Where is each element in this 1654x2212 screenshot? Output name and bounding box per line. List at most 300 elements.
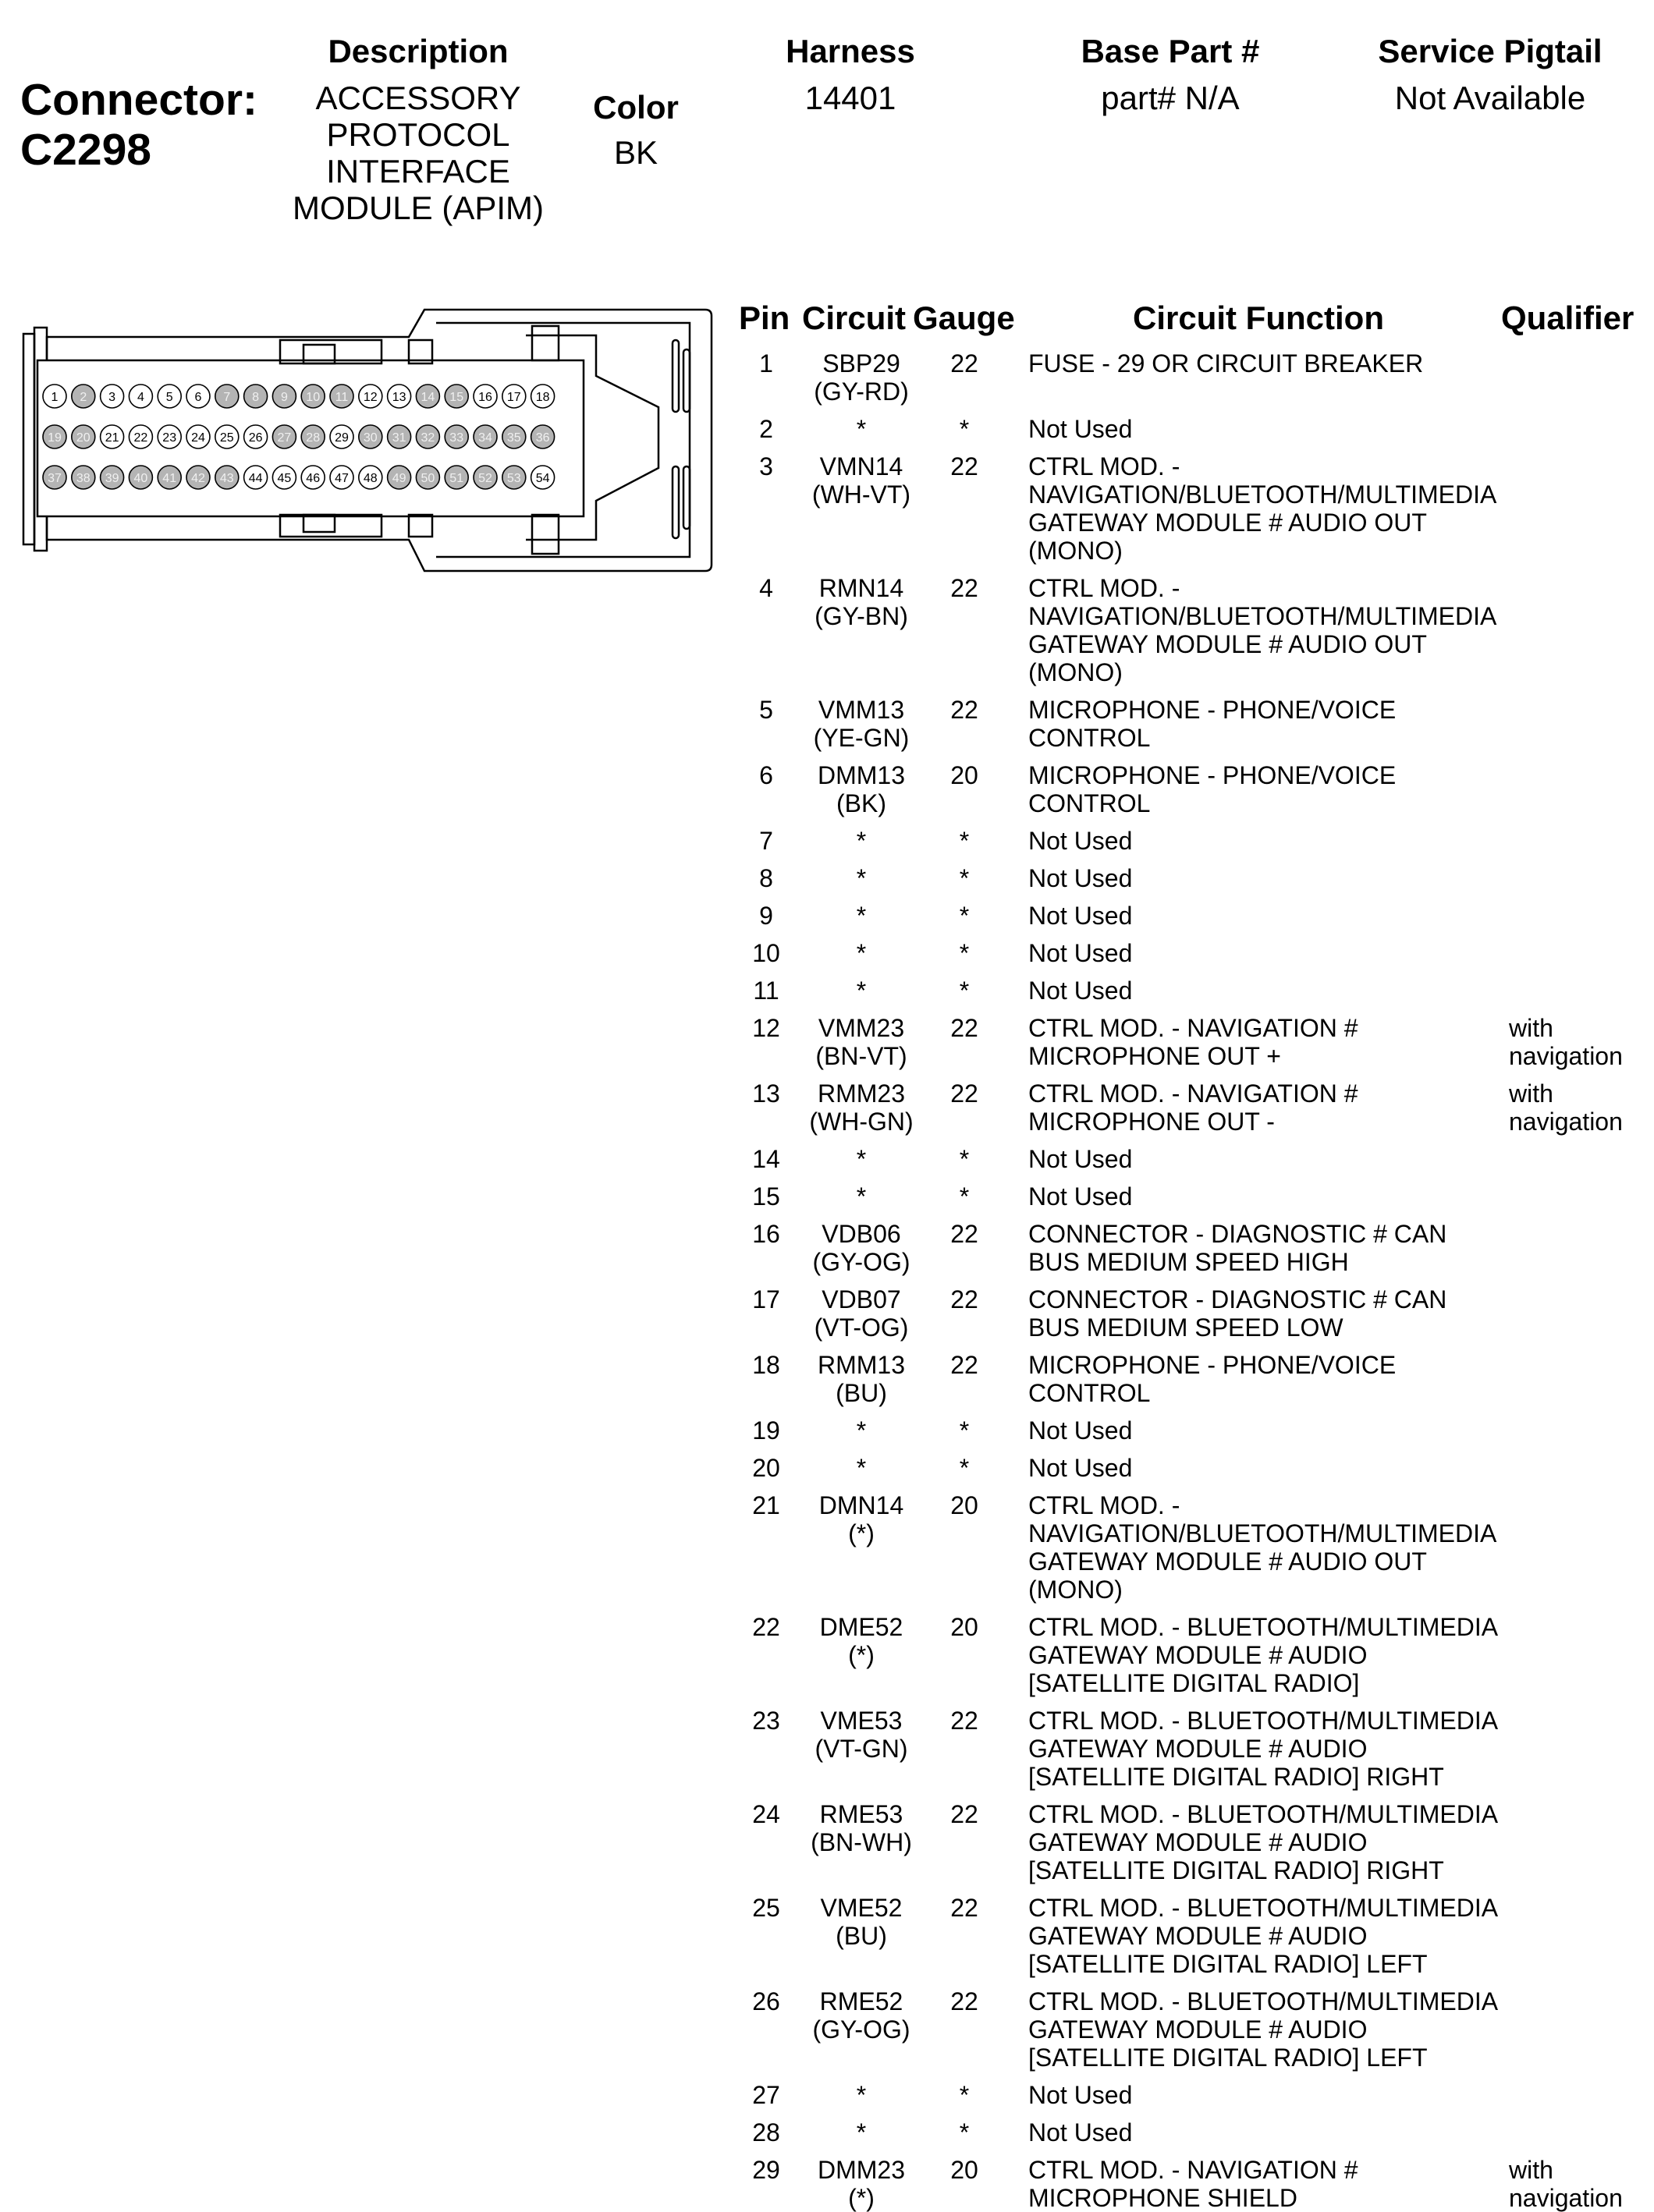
pin-cavity-number: 46 xyxy=(306,472,321,485)
pin-number: 9 xyxy=(759,902,773,930)
circuit-line: * xyxy=(856,1145,867,1173)
circuit-line: SBP29 xyxy=(822,349,900,378)
circuit-function xyxy=(1028,977,1528,1005)
circuit xyxy=(783,1454,939,1482)
circuit-function xyxy=(1028,761,1528,817)
pin-cavity-number: 48 xyxy=(363,472,378,485)
pin-cavity-number: 54 xyxy=(535,472,550,485)
circuit-function-line: Not Used xyxy=(1028,1182,1133,1211)
circuit xyxy=(783,1707,939,1763)
pin-cavity-number: 26 xyxy=(248,431,263,445)
wire-gauge: * xyxy=(959,2118,970,2146)
connector-face-diagram xyxy=(19,306,713,579)
circuit-function-line: BUS MEDIUM SPEED HIGH xyxy=(1028,1248,1349,1276)
circuit-line: (BN-VT) xyxy=(815,1042,907,1070)
connector-id: C2298 xyxy=(20,125,151,175)
circuit-function-line: CONTROL xyxy=(1028,724,1151,752)
circuit xyxy=(783,1351,939,1407)
circuit-line: VMM13 xyxy=(818,696,905,724)
circuit-function-line: GATEWAY MODULE # AUDIO OUT xyxy=(1028,509,1427,537)
circuit-function-line: Not Used xyxy=(1028,1145,1133,1173)
circuit-function xyxy=(1028,2118,1528,2146)
circuit-function-line: CTRL MOD. - NAVIGATION # xyxy=(1028,2156,1358,2184)
circuit xyxy=(783,574,939,630)
pin-cavity-number: 40 xyxy=(133,472,148,485)
base-part-label: Base Part # xyxy=(1081,33,1260,69)
circuit-line: * xyxy=(856,1416,867,1445)
circuit-function-line: Not Used xyxy=(1028,2081,1133,2109)
pin-number: 1 xyxy=(759,349,773,378)
circuit-function xyxy=(1028,1800,1528,1884)
circuit-function xyxy=(1028,864,1528,892)
connector-title xyxy=(20,75,257,175)
wire-gauge: * xyxy=(959,415,970,443)
circuit-line: RMN14 xyxy=(818,574,904,602)
pin-cavity-number: 53 xyxy=(506,472,521,485)
wire-gauge: * xyxy=(959,1145,970,1173)
pin-number: 7 xyxy=(759,827,773,855)
circuit-line: * xyxy=(856,864,867,892)
pin-cavity-number: 32 xyxy=(421,431,435,445)
pin-number: 10 xyxy=(752,939,780,967)
circuit-line: (GY-BN) xyxy=(815,602,908,630)
circuit-function xyxy=(1028,1220,1528,1276)
circuit-function-line: CTRL MOD. - BLUETOOTH/MULTIMEDIA xyxy=(1028,1987,1499,2015)
color-value: BK xyxy=(613,134,658,171)
circuit xyxy=(783,452,939,509)
circuit xyxy=(783,1800,939,1856)
circuit-line: * xyxy=(856,977,867,1005)
circuit xyxy=(783,1894,939,1950)
color-label: Color xyxy=(593,89,679,126)
pin-cavity-number: 16 xyxy=(478,391,492,404)
harness-value: 14401 xyxy=(804,80,896,116)
service-pigtail-value: Not Available xyxy=(1394,80,1586,116)
qualifier-line: navigation xyxy=(1509,2184,1623,2212)
qualifier-line: with xyxy=(1509,2156,1553,2184)
circuit-function xyxy=(1028,1182,1528,1211)
circuit-line: (YE-GN) xyxy=(813,724,910,752)
pin-cavity-number: 17 xyxy=(506,391,521,404)
circuit-line: * xyxy=(856,902,867,930)
pin-cavity-number: 45 xyxy=(277,472,292,485)
circuit-function-line: CONNECTOR - DIAGNOSTIC # CAN xyxy=(1028,1220,1447,1248)
circuit-line: * xyxy=(856,827,867,855)
description-line: PROTOCOL xyxy=(326,116,510,153)
circuit xyxy=(783,977,939,1005)
circuit-function xyxy=(1028,939,1528,967)
circuit-function xyxy=(1028,2156,1528,2212)
circuit-function-line: GATEWAY MODULE # AUDIO xyxy=(1028,1922,1368,1950)
circuit-function-line: CTRL MOD. - NAVIGATION # xyxy=(1028,1079,1358,1108)
circuit-function-line: (MONO) xyxy=(1028,658,1123,686)
circuit-function-line: [SATELLITE DIGITAL RADIO] LEFT xyxy=(1028,1950,1428,1978)
wire-gauge: 22 xyxy=(950,1079,978,1108)
wire-gauge: 20 xyxy=(950,2156,978,2184)
pin-number: 24 xyxy=(752,1800,780,1828)
circuit-line: (WH-GN) xyxy=(809,1108,914,1136)
circuit-function-line: CTRL MOD. - BLUETOOTH/MULTIMEDIA xyxy=(1028,1894,1499,1922)
circuit xyxy=(783,1613,939,1669)
pin-number: 11 xyxy=(753,977,779,1005)
circuit-function-line: MICROPHONE - PHONE/VOICE xyxy=(1028,1351,1397,1379)
pin-cavity-number: 50 xyxy=(421,472,435,485)
wire-gauge: * xyxy=(959,977,970,1005)
pin-cavity-number: 11 xyxy=(335,391,349,404)
pin-cavity-number: 39 xyxy=(105,472,119,485)
circuit-function-line: [SATELLITE DIGITAL RADIO] RIGHT xyxy=(1028,1856,1444,1884)
circuit-function-line: CTRL MOD. - BLUETOOTH/MULTIMEDIA xyxy=(1028,1800,1499,1828)
pin-number: 17 xyxy=(752,1285,780,1313)
circuit-function-line: Not Used xyxy=(1028,977,1133,1005)
pin-cavity-number: 1 xyxy=(51,391,59,404)
wire-gauge: 22 xyxy=(950,452,978,480)
pin-cavity-number: 4 xyxy=(137,391,144,404)
wire-gauge: 22 xyxy=(950,1800,978,1828)
pin-cavity-number: 52 xyxy=(478,472,492,485)
circuit xyxy=(783,864,939,892)
circuit xyxy=(783,2156,939,2212)
pin-cavity-number: 24 xyxy=(191,431,205,445)
circuit-line: RME52 xyxy=(819,1987,903,2015)
circuit-function xyxy=(1028,1894,1528,1978)
pin-cavity-number: 37 xyxy=(48,472,62,485)
pin-cavity-number: 36 xyxy=(535,431,550,445)
circuit-function-line: CONTROL xyxy=(1028,789,1151,817)
circuit-line: * xyxy=(856,415,867,443)
pin-number: 27 xyxy=(752,2081,780,2109)
service-pigtail-label: Service Pigtail xyxy=(1378,33,1603,69)
circuit-line: DME52 xyxy=(819,1613,903,1641)
qualifier-line: with xyxy=(1509,1079,1553,1108)
circuit-function-line: (MONO) xyxy=(1028,537,1123,565)
pin-cavity-number: 3 xyxy=(108,391,116,404)
circuit-function-line: CTRL MOD. - xyxy=(1028,574,1180,602)
pin-cavity-number: 51 xyxy=(449,472,464,485)
base-part-value: part# N/A xyxy=(1101,80,1240,116)
connector-label: Connector: xyxy=(20,75,257,125)
wire-gauge: 20 xyxy=(950,761,978,789)
circuit-function xyxy=(1028,827,1528,855)
pin-number: 16 xyxy=(752,1220,780,1248)
pin-cavity-number: 42 xyxy=(191,472,205,485)
circuit-function-line: Not Used xyxy=(1028,864,1133,892)
circuit-function-line: MICROPHONE - PHONE/VOICE xyxy=(1028,696,1397,724)
circuit-line: (GY-OG) xyxy=(812,1248,910,1276)
circuit xyxy=(783,415,939,443)
circuit-function xyxy=(1028,1416,1528,1445)
circuit-function-line: [SATELLITE DIGITAL RADIO] LEFT xyxy=(1028,2044,1428,2072)
wire-gauge: * xyxy=(959,1182,970,1211)
circuit-function-line: CTRL MOD. - NAVIGATION # xyxy=(1028,1014,1358,1042)
pin-number: 12 xyxy=(752,1014,780,1042)
pin-number: 20 xyxy=(752,1454,780,1482)
circuit-line: DMM23 xyxy=(817,2156,905,2184)
circuit-function-line: GATEWAY MODULE # AUDIO OUT xyxy=(1028,630,1427,658)
wire-gauge: 22 xyxy=(950,1987,978,2015)
wire-gauge: 22 xyxy=(950,696,978,724)
wire-gauge: * xyxy=(959,939,970,967)
circuit-function xyxy=(1028,1079,1528,1136)
pin-number: 15 xyxy=(752,1182,780,1211)
wire-gauge: * xyxy=(959,1454,970,1482)
circuit xyxy=(783,1220,939,1276)
circuit-function xyxy=(1028,1491,1528,1604)
circuit-line: VDB07 xyxy=(822,1285,901,1313)
pin-cavity-number: 44 xyxy=(248,472,263,485)
circuit-line: (*) xyxy=(848,2184,875,2212)
circuit-line: VMN14 xyxy=(819,452,903,480)
pin-number: 26 xyxy=(752,1987,780,2015)
pin-number: 2 xyxy=(759,415,773,443)
circuit-line: VME53 xyxy=(820,1707,903,1735)
wire-gauge: * xyxy=(959,2081,970,2109)
pin-cavity-number: 6 xyxy=(194,391,202,404)
pin-cavity-number: 41 xyxy=(162,472,177,485)
circuit-function xyxy=(1028,452,1528,565)
circuit-function-line: [SATELLITE DIGITAL RADIO] RIGHT xyxy=(1028,1763,1444,1791)
circuit xyxy=(783,902,939,930)
pin-number: 28 xyxy=(752,2118,780,2146)
circuit-line: DMM13 xyxy=(817,761,905,789)
wire-gauge: * xyxy=(959,827,970,855)
circuit-line: * xyxy=(856,2081,867,2109)
description-value xyxy=(270,80,566,226)
circuit-function-line: Not Used xyxy=(1028,415,1133,443)
description-line: INTERFACE xyxy=(326,153,510,190)
description-line: ACCESSORY xyxy=(315,80,521,116)
pin-number: 6 xyxy=(759,761,773,789)
circuit-function-line: GATEWAY MODULE # AUDIO xyxy=(1028,2015,1368,2044)
qualifier xyxy=(1509,1079,1654,1136)
pin-cavity-number: 8 xyxy=(252,391,260,404)
description-label: Description xyxy=(328,33,509,69)
pin-number: 25 xyxy=(752,1894,780,1922)
circuit xyxy=(783,696,939,752)
pin-number: 4 xyxy=(759,574,773,602)
pin-cavity-number: 23 xyxy=(162,431,177,445)
wire-gauge: 22 xyxy=(950,1014,978,1042)
qualifier-line: with xyxy=(1509,1014,1553,1042)
circuit-line: VME52 xyxy=(820,1894,903,1922)
pin-cavity-number: 12 xyxy=(363,391,378,404)
wire-gauge: * xyxy=(959,1416,970,1445)
pin-cavity-number: 10 xyxy=(306,391,321,404)
pin-cavity-number: 33 xyxy=(449,431,464,445)
wire-gauge: 22 xyxy=(950,1285,978,1313)
circuit-function-line: MICROPHONE - PHONE/VOICE xyxy=(1028,761,1397,789)
pin-cavity-number: 43 xyxy=(219,472,234,485)
pin-number: 21 xyxy=(752,1491,780,1519)
header-qualifier: Qualifier xyxy=(1501,300,1634,336)
circuit-function-line: CONTROL xyxy=(1028,1379,1151,1407)
circuit-line: (BN-WH) xyxy=(811,1828,912,1856)
circuit-function xyxy=(1028,1454,1528,1482)
pin-cavity-number: 22 xyxy=(133,431,148,445)
circuit-line: (*) xyxy=(848,1519,875,1547)
circuit-line: * xyxy=(856,1182,867,1211)
pin-cavity-number: 18 xyxy=(535,391,550,404)
pin-cavity-number: 15 xyxy=(449,391,464,404)
pin-cavity-number: 20 xyxy=(76,431,91,445)
pin-cavity-number: 5 xyxy=(165,391,173,404)
circuit-function-line: MICROPHONE SHIELD xyxy=(1028,2184,1297,2212)
circuit-line: DMN14 xyxy=(818,1491,904,1519)
pin-cavity-number: 27 xyxy=(277,431,292,445)
circuit-function-line: GATEWAY MODULE # AUDIO OUT xyxy=(1028,1547,1427,1576)
wire-gauge: 22 xyxy=(950,1351,978,1379)
pin-cavity-number: 34 xyxy=(478,431,492,445)
pin-cavity-number: 7 xyxy=(223,391,231,404)
circuit-function xyxy=(1028,1987,1528,2072)
header-gauge: Gauge xyxy=(913,300,1015,336)
pin-number: 8 xyxy=(759,864,773,892)
qualifier-line: navigation xyxy=(1509,1108,1623,1136)
wire-gauge: * xyxy=(959,864,970,892)
circuit-line: (VT-GN) xyxy=(815,1735,908,1763)
circuit-function-line: Not Used xyxy=(1028,939,1133,967)
header-pin: Pin xyxy=(739,300,790,336)
pin-cavity-number: 19 xyxy=(48,431,62,445)
circuit xyxy=(783,761,939,817)
circuit-line: VMM23 xyxy=(818,1014,905,1042)
circuit-function xyxy=(1028,1613,1528,1697)
circuit-function-line: NAVIGATION/BLUETOOTH/MULTIMEDIA xyxy=(1028,480,1497,509)
circuit xyxy=(783,349,939,406)
circuit-function-line: BUS MEDIUM SPEED LOW xyxy=(1028,1313,1343,1342)
circuit-function-line: CONNECTOR - DIAGNOSTIC # CAN xyxy=(1028,1285,1447,1313)
circuit-function-line: [SATELLITE DIGITAL RADIO] xyxy=(1028,1669,1360,1697)
circuit-function-line: (MONO) xyxy=(1028,1576,1123,1604)
pin-cavity-number: 35 xyxy=(506,431,521,445)
wire-gauge: 22 xyxy=(950,1894,978,1922)
circuit-function xyxy=(1028,1707,1528,1791)
circuit xyxy=(783,1182,939,1211)
pin-cavity-number: 13 xyxy=(392,391,406,404)
circuit xyxy=(783,1416,939,1445)
circuit-function-line: GATEWAY MODULE # AUDIO xyxy=(1028,1828,1368,1856)
circuit xyxy=(783,2118,939,2146)
circuit-function xyxy=(1028,1351,1528,1407)
circuit-line: (WH-VT) xyxy=(811,480,911,509)
circuit-function-line: CTRL MOD. - xyxy=(1028,1491,1180,1519)
pin-cavity-number: 21 xyxy=(105,431,119,445)
circuit-function-line: CTRL MOD. - BLUETOOTH/MULTIMEDIA xyxy=(1028,1613,1499,1641)
pin-cavity-number: 49 xyxy=(392,472,406,485)
circuit xyxy=(783,1491,939,1547)
circuit-function-line: MICROPHONE OUT + xyxy=(1028,1042,1281,1070)
circuit-function xyxy=(1028,1145,1528,1173)
wire-gauge: 22 xyxy=(950,349,978,378)
circuit-line: (GY-RD) xyxy=(814,378,909,406)
circuit xyxy=(783,1987,939,2044)
pin-number: 18 xyxy=(752,1351,780,1379)
wire-gauge: 20 xyxy=(950,1491,978,1519)
circuit-function-line: MICROPHONE OUT - xyxy=(1028,1108,1275,1136)
circuit-line: (BU) xyxy=(836,1379,887,1407)
circuit-line: * xyxy=(856,2118,867,2146)
pin-number: 5 xyxy=(759,696,773,724)
circuit xyxy=(783,827,939,855)
circuit-function-line: Not Used xyxy=(1028,1454,1133,1482)
circuit-line: (BK) xyxy=(836,789,886,817)
circuit xyxy=(783,1014,939,1070)
circuit-function-line: CTRL MOD. - xyxy=(1028,452,1180,480)
circuit-line: VDB06 xyxy=(822,1220,901,1248)
circuit-function xyxy=(1028,1014,1528,1070)
circuit-function-line: NAVIGATION/BLUETOOTH/MULTIMEDIA xyxy=(1028,1519,1497,1547)
pin-number: 22 xyxy=(752,1613,780,1641)
circuit-function-line: FUSE - 29 OR CIRCUIT BREAKER xyxy=(1028,349,1424,378)
pin-cavity-number: 14 xyxy=(421,391,435,404)
pin-cavity-number: 2 xyxy=(80,391,87,404)
circuit-function xyxy=(1028,902,1528,930)
pin-cavity-number: 47 xyxy=(335,472,349,485)
header-circuit-function: Circuit Function xyxy=(1133,300,1384,336)
pin-cavity-number: 30 xyxy=(363,431,378,445)
pin-number: 19 xyxy=(752,1416,780,1445)
pin-cavity-number: 29 xyxy=(335,431,349,445)
circuit-function xyxy=(1028,349,1528,378)
circuit xyxy=(783,1285,939,1342)
description-line: MODULE (APIM) xyxy=(292,190,544,226)
header-circuit: Circuit xyxy=(802,300,907,336)
pin-cavity-number: 31 xyxy=(392,431,406,445)
wire-gauge: 20 xyxy=(950,1613,978,1641)
circuit xyxy=(783,2081,939,2109)
pin-number: 23 xyxy=(752,1707,780,1735)
circuit xyxy=(783,939,939,967)
circuit-function-line: GATEWAY MODULE # AUDIO xyxy=(1028,1735,1368,1763)
circuit-function-line: Not Used xyxy=(1028,827,1133,855)
wire-gauge: * xyxy=(959,902,970,930)
circuit-function-line: GATEWAY MODULE # AUDIO xyxy=(1028,1641,1368,1669)
circuit-function-line: CTRL MOD. - BLUETOOTH/MULTIMEDIA xyxy=(1028,1707,1499,1735)
qualifier xyxy=(1509,2156,1654,2212)
circuit-function xyxy=(1028,696,1528,752)
qualifier-line: navigation xyxy=(1509,1042,1623,1070)
harness-label: Harness xyxy=(786,33,915,69)
pin-cavity-number: 9 xyxy=(280,391,288,404)
circuit-line: (VT-OG) xyxy=(814,1313,909,1342)
circuit-function-line: Not Used xyxy=(1028,2118,1133,2146)
circuit-function xyxy=(1028,1285,1528,1342)
pin-cavity-number: 28 xyxy=(306,431,321,445)
circuit-line: * xyxy=(856,939,867,967)
wire-gauge: 22 xyxy=(950,574,978,602)
circuit-line: RMM23 xyxy=(817,1079,905,1108)
pin-cavity-number: 38 xyxy=(76,472,91,485)
wire-gauge: 22 xyxy=(950,1220,978,1248)
circuit-line: RME53 xyxy=(819,1800,903,1828)
circuit-function xyxy=(1028,415,1528,443)
circuit-line: RMM13 xyxy=(817,1351,905,1379)
circuit-line: * xyxy=(856,1454,867,1482)
qualifier xyxy=(1509,1014,1654,1070)
wire-gauge: 22 xyxy=(950,1707,978,1735)
circuit-line: (*) xyxy=(848,1641,875,1669)
circuit-function-line: Not Used xyxy=(1028,902,1133,930)
pin-number: 3 xyxy=(759,452,773,480)
circuit-function-line: Not Used xyxy=(1028,1416,1133,1445)
circuit-function xyxy=(1028,574,1528,686)
pin-number: 29 xyxy=(752,2156,780,2184)
pin-number: 14 xyxy=(752,1145,780,1173)
circuit-line: (BU) xyxy=(836,1922,887,1950)
pin-cavity-number: 25 xyxy=(219,431,234,445)
pin-number: 13 xyxy=(752,1079,780,1108)
circuit xyxy=(783,1079,939,1136)
